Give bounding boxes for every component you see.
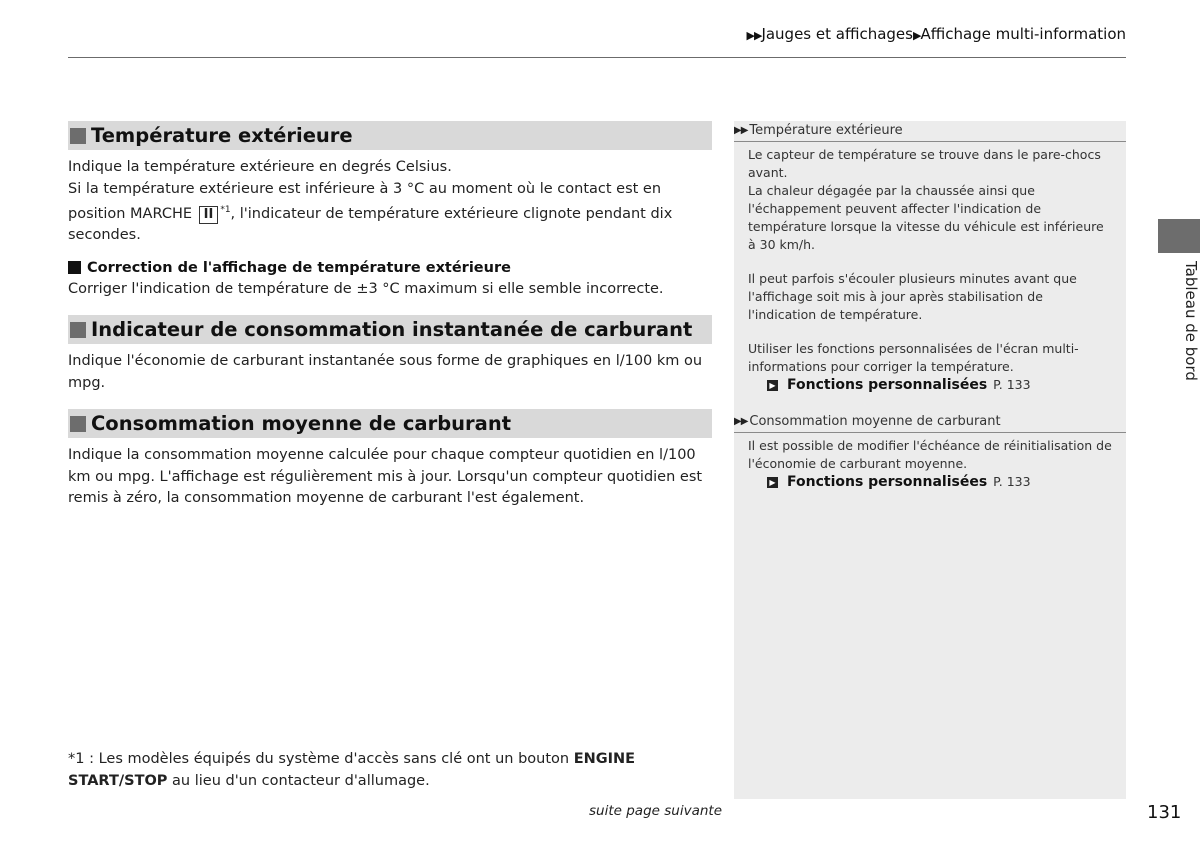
paragraph-text: Si la température extérieure est inférieure à 3 °C au moment où le contact est en position MARCHE — [68, 180, 662, 222]
footnote — [68, 749, 712, 792]
sidebar-paragraph: Il est possible de modifier l'échéance de réinitialisation de l'économie de carburant moyenne. — [748, 438, 1112, 471]
paragraph: Indique la température extérieure en degrés Celsius. — [68, 159, 452, 175]
gray-square-icon — [70, 128, 86, 144]
sidebar-note-title: Température extérieure — [749, 123, 903, 138]
breadcrumb-item[interactable]: Jauges et affichages — [761, 25, 913, 43]
section-body — [68, 157, 712, 247]
footnote-ref: *1 — [220, 205, 231, 215]
cross-reference-link[interactable] — [767, 473, 1112, 491]
sidebar-note-heading — [734, 121, 1126, 142]
subsection-title: Correction de l'affichage de température extérieure — [87, 259, 511, 276]
section-body: Indique la consommation moyenne calculée pour chaque compteur quotidien en l/100 km ou mpg. L'affichage est régulièrement mis à jour. Lorsqu'un compteur quotidien est remis à zéro, la consommation moyenne de carburant l'est également. — [68, 447, 703, 507]
footnote-text: au lieu d'un contacteur d'allumage. — [167, 772, 430, 789]
breadcrumb — [747, 25, 1126, 43]
sidebar-paragraph: Utiliser les fonctions personnalisées de l'écran multi-informations pour corriger la température. — [748, 341, 1079, 374]
sidebar-note-body — [734, 433, 1126, 491]
sidebar-paragraph: Le capteur de température se trouve dans le pare-chocs avant. — [748, 147, 1101, 180]
header-divider — [68, 57, 1126, 58]
link-arrow-icon: ▶ — [767, 477, 778, 488]
gray-square-icon — [70, 416, 86, 432]
page-reference: P. 133 — [993, 474, 1031, 489]
subsection-body: Corriger l'indication de température de ±3 °C maximum si elle semble incorrecte. — [68, 280, 664, 297]
sidebar-note-body — [734, 142, 1126, 394]
chapter-tab-marker — [1158, 219, 1200, 253]
paragraph — [68, 179, 712, 247]
page-reference: P. 133 — [993, 377, 1031, 392]
footnote-text: *1 : Les modèles équipés du système d'accès sans clé ont un bouton — [68, 751, 574, 767]
section-title: Température extérieure — [91, 124, 353, 147]
chapter-tab-label: Tableau de bord — [1182, 261, 1200, 381]
black-square-icon — [68, 261, 81, 274]
main-column — [68, 121, 712, 510]
page-number: 131 — [1147, 802, 1182, 823]
double-arrow-icon: ▶▶ — [734, 125, 748, 136]
section-title: Indicateur de consommation instantanée de carburant — [91, 318, 693, 342]
link-label: Fonctions personnalisées — [787, 474, 988, 490]
breadcrumb-item[interactable]: Affichage multi-information — [920, 25, 1126, 43]
paragraph-text: , l'indicateur de température extérieure clignote pendant dix secondes. — [68, 205, 673, 244]
sidebar-notes — [734, 121, 1126, 799]
double-triangle-icon: ▶▶ — [746, 29, 762, 42]
section-heading — [68, 315, 712, 344]
triangle-icon: ▶ — [912, 29, 921, 42]
sidebar-paragraph: Il peut parfois s'écouler plusieurs minutes avant que l'affichage soit mis à jour après stabilisation de l'indication de température. — [748, 271, 1077, 322]
link-label: Fonctions personnalisées — [787, 377, 988, 393]
sidebar-note-title: Consommation moyenne de carburant — [749, 414, 1001, 429]
cross-reference-link[interactable] — [767, 376, 1112, 394]
sidebar-note-heading — [734, 412, 1126, 433]
ignition-key-badge: II — [199, 206, 219, 224]
sidebar-paragraph: La chaleur dégagée par la chaussée ainsi que l'échappement peuvent affecter l'indication de température lorsque la vitesse du véhicule est inférieure à 30 km/h. — [748, 183, 1104, 252]
section-heading — [68, 121, 712, 150]
double-arrow-icon: ▶▶ — [734, 416, 748, 427]
footnote-button-name: ENGINE START/STOP — [68, 751, 636, 789]
section-title: Consommation moyenne de carburant — [91, 412, 512, 436]
link-arrow-icon: ▶ — [767, 380, 778, 391]
section-body: Indique l'économie de carburant instantanée sous forme de graphiques en l/100 km ou mpg. — [68, 353, 703, 391]
section-heading — [68, 409, 712, 438]
subsection-heading — [68, 260, 712, 276]
gray-square-icon — [70, 322, 86, 338]
continued-note: suite page suivante — [589, 803, 722, 819]
